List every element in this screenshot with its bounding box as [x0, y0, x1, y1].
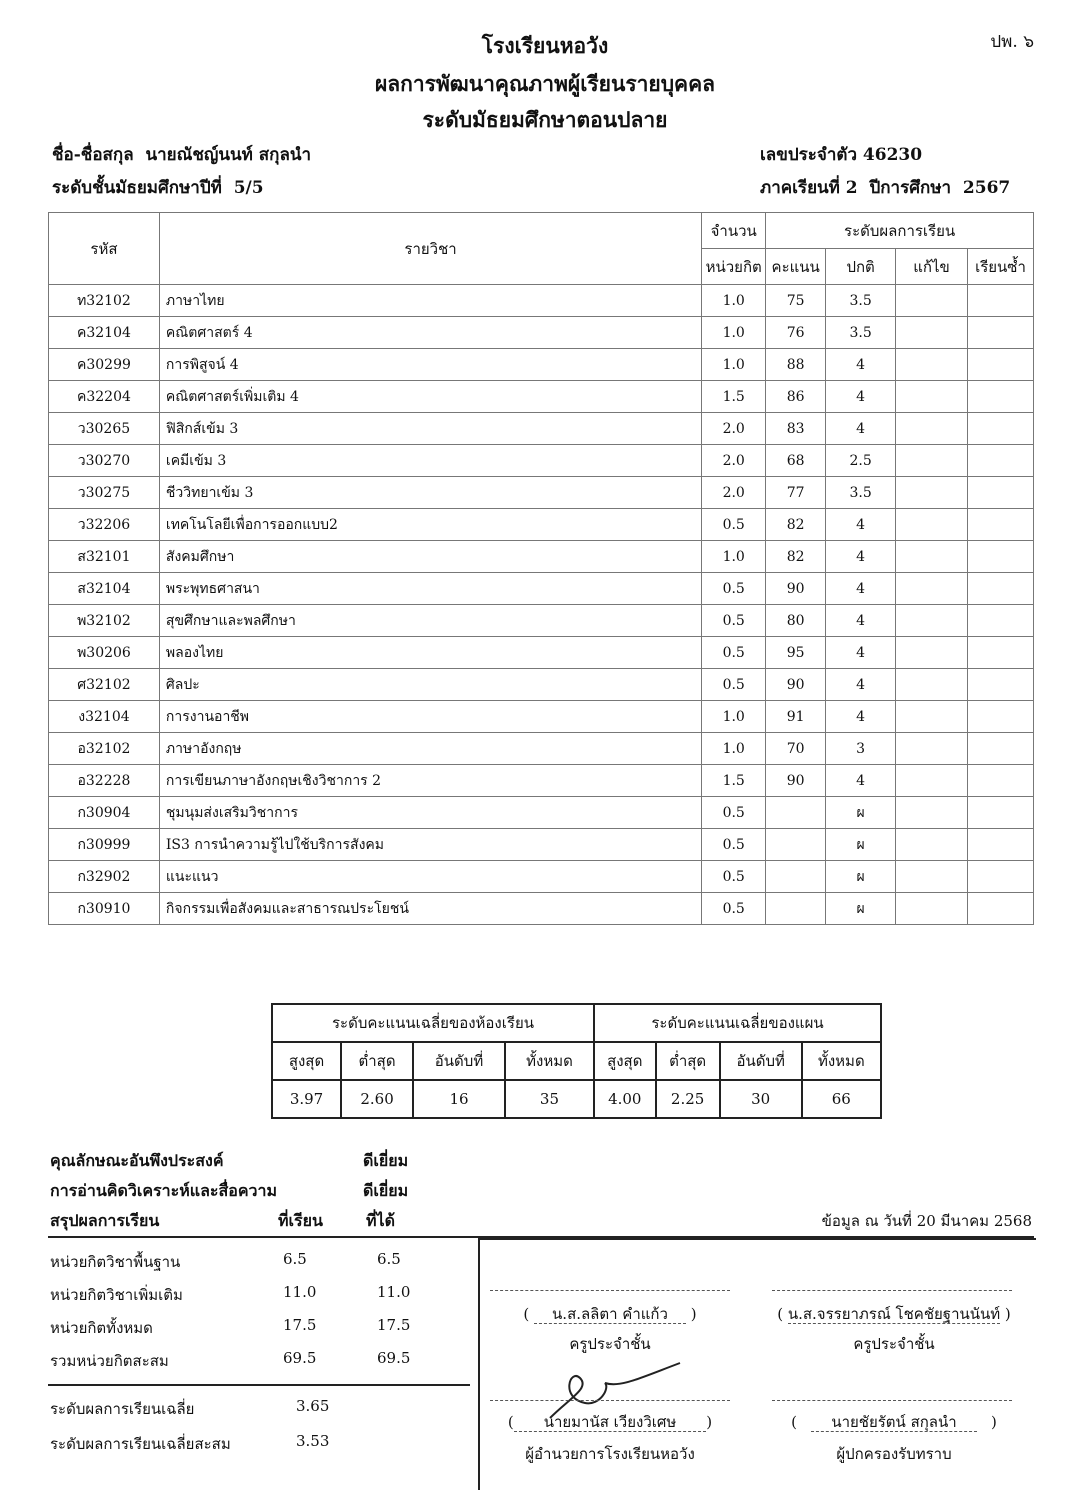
- subject-code: อ32102: [49, 733, 160, 765]
- subject-row: [49, 509, 1034, 541]
- class-average-header: ระดับคะแนนเฉลี่ยของห้องเรียน: [272, 1004, 594, 1042]
- subject-code: ส32101: [49, 541, 160, 573]
- subject-repeat: [968, 605, 1034, 637]
- summary-row-label: หน่วยกิตวิชาพื้นฐาน: [50, 1253, 181, 1271]
- subject-grade: ผ: [826, 829, 896, 861]
- subject-repeat: [968, 701, 1034, 733]
- subject-score: [766, 893, 826, 925]
- col-repeat: เรียนซ้ำ: [968, 249, 1034, 285]
- subject-credits: 0.5: [702, 637, 766, 669]
- subject-credits: 2.0: [702, 445, 766, 477]
- subject-name: แนะแนว: [159, 861, 701, 893]
- teacher1-role: ครูประจำชั้น: [569, 1335, 651, 1353]
- subject-repeat: [968, 861, 1034, 893]
- subject-grade: 4: [826, 701, 896, 733]
- subject-credits: 1.5: [702, 765, 766, 797]
- subject-row: [49, 381, 1034, 413]
- subject-fix: [896, 765, 968, 797]
- summary-row-earned: 69.5: [377, 1349, 411, 1367]
- summary-row-label: หน่วยกิตทั้งหมด: [50, 1319, 153, 1337]
- subject-code: ศ32102: [49, 669, 160, 701]
- cum-gpa-value: 3.53: [296, 1432, 330, 1450]
- subject-name: ภาษาอังกฤษ: [159, 733, 701, 765]
- summary-row-studied: 6.5: [283, 1250, 307, 1268]
- subject-row: [49, 637, 1034, 669]
- id-label: เลขประจำตัว: [760, 145, 857, 165]
- subject-fix: [896, 285, 968, 317]
- plan-max: 4.00: [594, 1080, 656, 1118]
- subject-score: 90: [766, 765, 826, 797]
- subject-repeat: [968, 893, 1034, 925]
- subject-grade: ผ: [826, 861, 896, 893]
- student-name-line: [52, 141, 311, 168]
- subject-row: [49, 573, 1034, 605]
- director-name-text: นายมานัส เวียงวิเศษ: [514, 1413, 707, 1432]
- signature-line: [490, 1400, 730, 1401]
- data-date: ข้อมูล ณ วันที่ 20 มีนาคม 2568: [821, 1212, 1032, 1230]
- name-label: ชื่อ-ชื่อสกุล: [52, 145, 134, 165]
- subject-fix: [896, 669, 968, 701]
- subject-code: ว32206: [49, 509, 160, 541]
- subject-fix: [896, 573, 968, 605]
- subject-repeat: [968, 509, 1034, 541]
- plan-min: 2.25: [656, 1080, 720, 1118]
- summary-row-label: หน่วยกิตวิชาเพิ่มเติม: [50, 1286, 183, 1304]
- avg-col-header: อันดับที่: [720, 1042, 802, 1080]
- subject-name: การเขียนภาษาอังกฤษเชิงวิชาการ 2: [159, 765, 701, 797]
- subject-name: กิจกรรมเพื่อสังคมและสาธารณประโยชน์: [159, 893, 701, 925]
- subject-name: เคมีเข้ม 3: [159, 445, 701, 477]
- subject-grade: 3: [826, 733, 896, 765]
- col-code: รหัส: [49, 213, 160, 285]
- subject-repeat: [968, 317, 1034, 349]
- subject-fix: [896, 477, 968, 509]
- subject-credits: 2.0: [702, 413, 766, 445]
- subject-row: [49, 605, 1034, 637]
- term-label: ภาคเรียนที่: [760, 178, 840, 198]
- plan-average-header: ระดับคะแนนเฉลี่ยของแผน: [594, 1004, 881, 1042]
- subject-credits: 1.0: [702, 733, 766, 765]
- teacher1-name: ( น.ส.ลลิตา คำแก้ว ): [523, 1305, 697, 1323]
- subject-grade: 3.5: [826, 477, 896, 509]
- subject-score: 91: [766, 701, 826, 733]
- subject-row: [49, 893, 1034, 925]
- subject-credits: 0.5: [702, 797, 766, 829]
- subject-repeat: [968, 349, 1034, 381]
- subject-grade: 4: [826, 381, 896, 413]
- avg-col-header: ต่ำสุด: [341, 1042, 413, 1080]
- student-id-line: [760, 141, 922, 168]
- subject-score: 88: [766, 349, 826, 381]
- subject-code: ก32902: [49, 861, 160, 893]
- subject-row: [49, 797, 1034, 829]
- subject-score: 80: [766, 605, 826, 637]
- term-line: [760, 174, 1010, 201]
- subject-row: [49, 541, 1034, 573]
- summary-col-studied: ที่เรียน: [278, 1211, 323, 1230]
- subject-fix: [896, 349, 968, 381]
- subject-row: [49, 669, 1034, 701]
- summary-title: สรุปผลการเรียน: [50, 1211, 160, 1230]
- subject-row: [49, 317, 1034, 349]
- gpa-label: ระดับผลการเรียนเฉลี่ย: [50, 1400, 195, 1418]
- level-title: ระดับมัธยมศึกษาตอนปลาย: [422, 107, 668, 132]
- year-label: ปีการศึกษา: [869, 178, 952, 198]
- summary-row-studied: 69.5: [283, 1349, 317, 1367]
- averages-table: [271, 1003, 882, 1119]
- subject-grade: 4: [826, 509, 896, 541]
- plan-total: 66: [802, 1080, 881, 1118]
- class-min: 2.60: [341, 1080, 413, 1118]
- subject-repeat: [968, 477, 1034, 509]
- subject-fix: [896, 413, 968, 445]
- col-normal: ปกติ: [826, 249, 896, 285]
- subject-score: 82: [766, 541, 826, 573]
- signature-box: [478, 1238, 1036, 1490]
- parent-name: ( นายชัยรัตน์ สกุลนำ ): [791, 1413, 997, 1431]
- teacher2-name-text: น.ส.จรรยาภรณ์ โชคชัยฐานนันท์: [787, 1305, 1001, 1323]
- teacher1-name-text: น.ส.ลลิตา คำแก้ว: [534, 1305, 686, 1324]
- subject-fix: [896, 861, 968, 893]
- report-title: ผลการพัฒนาคุณภาพผู้เรียนรายบุคคล: [374, 71, 716, 96]
- class-rank: 16: [413, 1080, 505, 1118]
- subject-grade: 4: [826, 669, 896, 701]
- subject-row: [49, 733, 1034, 765]
- col-fix: แก้ไข: [896, 249, 968, 285]
- subject-credits: 1.0: [702, 285, 766, 317]
- avg-col-header: สูงสุด: [272, 1042, 341, 1080]
- summary-col-earned: ที่ได้: [366, 1211, 395, 1230]
- subject-repeat: [968, 573, 1034, 605]
- subject-credits: 0.5: [702, 829, 766, 861]
- subject-code: ท32102: [49, 285, 160, 317]
- subject-name: IS3 การนำความรู้ไปใช้บริการสังคม: [159, 829, 701, 861]
- subject-repeat: [968, 445, 1034, 477]
- subject-credits: 1.0: [702, 701, 766, 733]
- subject-code: ว30275: [49, 477, 160, 509]
- subject-credits: 0.5: [702, 669, 766, 701]
- subject-name: การพิสูจน์ 4: [159, 349, 701, 381]
- subject-row: [49, 477, 1034, 509]
- summary-row-studied: 11.0: [283, 1283, 317, 1301]
- subject-row: [49, 285, 1034, 317]
- avg-col-header: สูงสุด: [594, 1042, 656, 1080]
- signature-line: [772, 1290, 1012, 1291]
- teacher2-role: ครูประจำชั้น: [853, 1335, 935, 1353]
- subject-credits: 2.0: [702, 477, 766, 509]
- subject-score: [766, 829, 826, 861]
- subject-repeat: [968, 413, 1034, 445]
- subject-repeat: [968, 733, 1034, 765]
- subject-name: ชีววิทยาเข้ม 3: [159, 477, 701, 509]
- parent-name-text: นายชัยรัตน์ สกุลนำ: [811, 1413, 976, 1432]
- subject-grade: 3.5: [826, 285, 896, 317]
- grades-table: [48, 212, 1034, 925]
- subject-name: การงานอาชีพ: [159, 701, 701, 733]
- desired-traits-value: ดีเยี่ยม: [363, 1151, 409, 1170]
- summary-row-studied: 17.5: [283, 1316, 317, 1334]
- grades-body: [49, 285, 1034, 925]
- student-name: นายณัชญ์นนท์ สกุลนำ: [145, 145, 312, 165]
- subject-fix: [896, 445, 968, 477]
- avg-col-header: ต่ำสุด: [656, 1042, 720, 1080]
- subject-repeat: [968, 285, 1034, 317]
- subject-grade: 4: [826, 765, 896, 797]
- subject-score: 68: [766, 445, 826, 477]
- form-code: ปพ. ๖: [990, 32, 1034, 52]
- term-value: 2: [845, 178, 858, 198]
- subject-credits: 1.0: [702, 317, 766, 349]
- subject-fix: [896, 829, 968, 861]
- reading-label: การอ่านคิดวิเคราะห์และสื่อความ: [50, 1181, 278, 1200]
- subject-fix: [896, 605, 968, 637]
- col-credits-top: จำนวน: [702, 213, 766, 249]
- subject-fix: [896, 541, 968, 573]
- subject-repeat: [968, 669, 1034, 701]
- subject-score: [766, 797, 826, 829]
- subject-name: ศิลปะ: [159, 669, 701, 701]
- summary-row-earned: 6.5: [377, 1250, 401, 1268]
- subject-row: [49, 701, 1034, 733]
- subject-fix: [896, 733, 968, 765]
- year-value: 2567: [962, 178, 1011, 198]
- subject-grade: 4: [826, 413, 896, 445]
- class-max: 3.97: [272, 1080, 341, 1118]
- subject-name: ฟิสิกส์เข้ม 3: [159, 413, 701, 445]
- reading-value: ดีเยี่ยม: [363, 1181, 409, 1200]
- subject-credits: 1.0: [702, 541, 766, 573]
- subject-repeat: [968, 765, 1034, 797]
- plan-rank: 30: [720, 1080, 802, 1118]
- subject-grade: ผ: [826, 797, 896, 829]
- signature-line: [772, 1400, 1012, 1401]
- subject-code: ค32204: [49, 381, 160, 413]
- subject-name: สุขศึกษาและพลศึกษา: [159, 605, 701, 637]
- subject-grade: 4: [826, 573, 896, 605]
- subject-score: 75: [766, 285, 826, 317]
- subject-fix: [896, 509, 968, 541]
- class-line: [52, 174, 264, 201]
- subject-credits: 1.0: [702, 349, 766, 381]
- col-score: คะแนน: [766, 249, 826, 285]
- subject-row: [49, 413, 1034, 445]
- subject-row: [49, 861, 1034, 893]
- subject-code: ก30999: [49, 829, 160, 861]
- subject-score: 82: [766, 509, 826, 541]
- subject-code: ก30910: [49, 893, 160, 925]
- desired-traits-label: คุณลักษณะอันพึงประสงค์: [50, 1151, 224, 1170]
- class-value: 5/5: [233, 178, 264, 198]
- subject-score: 86: [766, 381, 826, 413]
- subject-name: คณิตศาสตร์เพิ่มเติม 4: [159, 381, 701, 413]
- subject-code: ส32104: [49, 573, 160, 605]
- subject-grade: 4: [826, 349, 896, 381]
- subject-name: สังคมศึกษา: [159, 541, 701, 573]
- director-role: ผู้อำนวยการโรงเรียนหอวัง: [525, 1445, 695, 1463]
- subject-name: เทคโนโลยีเพื่อการออกแบบ2: [159, 509, 701, 541]
- subject-row: [49, 445, 1034, 477]
- signature-line: [490, 1290, 730, 1291]
- subject-code: ค30299: [49, 349, 160, 381]
- director-name: ( นายมานัส เวียงวิเศษ ): [507, 1413, 713, 1431]
- subject-fix: [896, 381, 968, 413]
- subject-grade: 3.5: [826, 317, 896, 349]
- subject-grade: 4: [826, 605, 896, 637]
- subject-fix: [896, 637, 968, 669]
- gpa-value: 3.65: [296, 1397, 330, 1415]
- subject-repeat: [968, 541, 1034, 573]
- subject-fix: [896, 797, 968, 829]
- subject-repeat: [968, 797, 1034, 829]
- avg-col-header: ทั้งหมด: [802, 1042, 881, 1080]
- summary-row-earned: 11.0: [377, 1283, 411, 1301]
- school-name: โรงเรียนหอวัง: [481, 33, 609, 58]
- subject-score: 95: [766, 637, 826, 669]
- subject-fix: [896, 701, 968, 733]
- subject-score: [766, 861, 826, 893]
- col-result-group: ระดับผลการเรียน: [766, 213, 1034, 249]
- avg-col-header: อันดับที่: [413, 1042, 505, 1080]
- col-credits-bottom: หน่วยกิต: [702, 249, 766, 285]
- subject-credits: 0.5: [702, 893, 766, 925]
- parent-role: ผู้ปกครองรับทราบ: [836, 1445, 952, 1463]
- subject-credits: 0.5: [702, 509, 766, 541]
- subject-code: ง32104: [49, 701, 160, 733]
- subject-fix: [896, 893, 968, 925]
- subject-credits: 0.5: [702, 573, 766, 605]
- summary-row-earned: 17.5: [377, 1316, 411, 1334]
- subject-name: คณิตศาสตร์ 4: [159, 317, 701, 349]
- class-label: ระดับชั้นมัธยมศึกษาปีที่: [52, 178, 222, 198]
- col-subject: รายวิชา: [159, 213, 701, 285]
- subject-name: พลองไทย: [159, 637, 701, 669]
- subject-score: 77: [766, 477, 826, 509]
- subject-repeat: [968, 637, 1034, 669]
- subject-credits: 0.5: [702, 861, 766, 893]
- subject-code: อ32228: [49, 765, 160, 797]
- subject-code: ก30904: [49, 797, 160, 829]
- subject-name: ภาษาไทย: [159, 285, 701, 317]
- subject-code: ว30265: [49, 413, 160, 445]
- subject-code: พ30206: [49, 637, 160, 669]
- subject-score: 70: [766, 733, 826, 765]
- subject-credits: 0.5: [702, 605, 766, 637]
- student-id: 46230: [862, 145, 923, 165]
- subject-row: [49, 349, 1034, 381]
- subject-repeat: [968, 829, 1034, 861]
- gpa-divider: [48, 1384, 470, 1386]
- subject-row: [49, 765, 1034, 797]
- subject-score: 76: [766, 317, 826, 349]
- avg-col-header: ทั้งหมด: [505, 1042, 594, 1080]
- subject-score: 83: [766, 413, 826, 445]
- subject-repeat: [968, 381, 1034, 413]
- subject-grade: 2.5: [826, 445, 896, 477]
- subject-fix: [896, 317, 968, 349]
- subject-grade: 4: [826, 637, 896, 669]
- subject-grade: ผ: [826, 893, 896, 925]
- subject-code: พ32102: [49, 605, 160, 637]
- subject-name: ชุมนุมส่งเสริมวิชาการ: [159, 797, 701, 829]
- class-total: 35: [505, 1080, 594, 1118]
- teacher2-name: ( น.ส.จรรยาภรณ์ โชคชัยฐานนันท์ ): [777, 1305, 1011, 1323]
- subject-score: 90: [766, 669, 826, 701]
- subject-credits: 1.5: [702, 381, 766, 413]
- subject-name: พระพุทธศาสนา: [159, 573, 701, 605]
- subject-score: 90: [766, 573, 826, 605]
- cum-gpa-label: ระดับผลการเรียนเฉลี่ยสะสม: [50, 1435, 231, 1453]
- subject-code: ว30270: [49, 445, 160, 477]
- summary-row-label: รวมหน่วยกิตสะสม: [50, 1352, 169, 1370]
- subject-code: ค32104: [49, 317, 160, 349]
- subject-row: [49, 829, 1034, 861]
- subject-grade: 4: [826, 541, 896, 573]
